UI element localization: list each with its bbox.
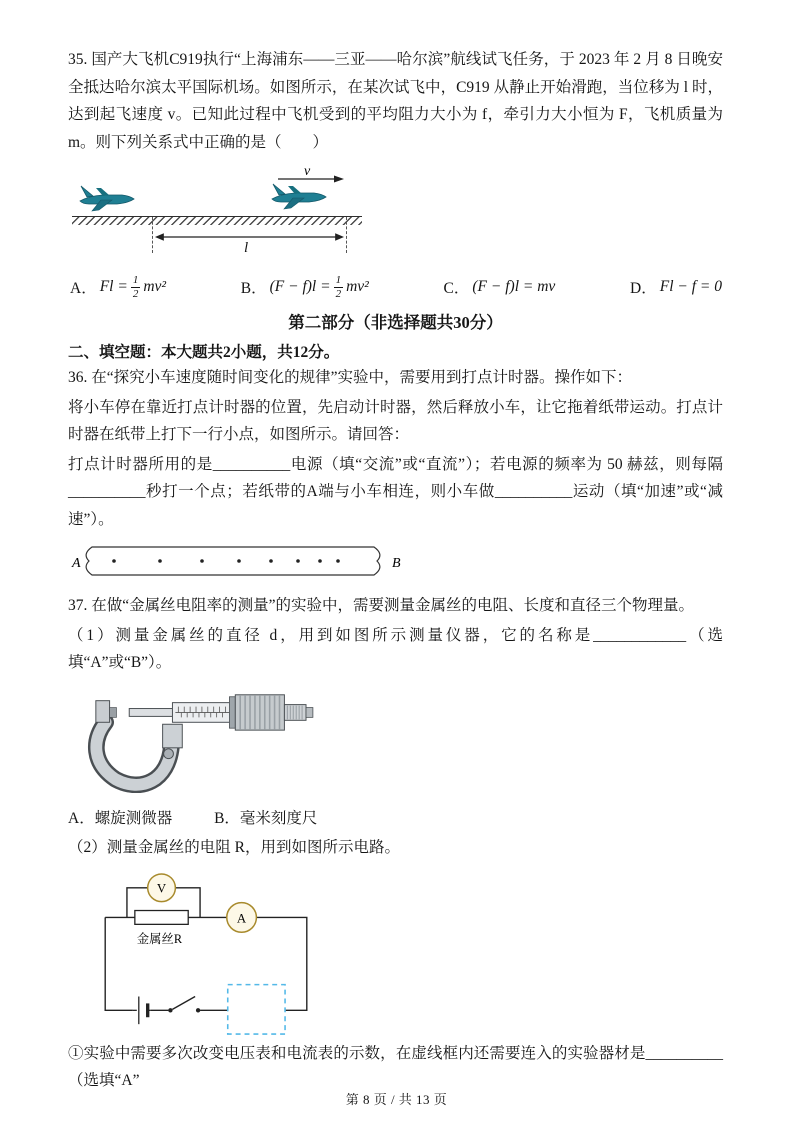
velocity-arrow <box>276 164 346 184</box>
q36-procedure: 将小车停在靠近打点计时器的位置，先启动计时器，然后释放小车，让它拖着纸带运动。打点计时器在纸带上打下一行小点，如图所示。请回答： <box>68 398 723 444</box>
option-a-formula <box>100 274 166 300</box>
tape-svg <box>68 541 413 583</box>
ratchet-cap <box>306 707 313 717</box>
dashed-placeholder-box <box>228 984 285 1033</box>
q35-option-c <box>444 276 556 298</box>
q36-questions: 打点计时器所用的是__________电源（填“交流”或“直流”）；若电源的频率为 50 赫兹，则每隔__________秒打一个点；若纸带的A端与小车相连，则小车做__________运动（填“加速”或“减速”）。 <box>68 455 723 528</box>
q35-option-a <box>70 274 166 300</box>
page-footer: 第 8 页 / 共 13 页 <box>345 1092 448 1107</box>
q37-part1: （1）测量金属丝的直径 d，用到如图所示测量仪器，它的名称是____________（选填“A”或“B”）。 <box>68 626 723 672</box>
velocity-label: v <box>304 164 311 179</box>
option-c-formula: (F − f)l = mv <box>472 278 556 296</box>
displacement-label: l <box>244 240 249 256</box>
micrometer-anvil <box>96 700 110 722</box>
fill-in-section-heading: 二、填空题：本大题共2小题，共12分。 <box>68 344 340 362</box>
displacement-arrow <box>153 230 346 244</box>
ammeter-label: A <box>236 911 247 926</box>
tape-label-b: B <box>392 556 401 572</box>
option-b-formula <box>270 274 369 300</box>
airplane-left-icon <box>76 184 138 212</box>
micrometer-boss <box>163 724 183 748</box>
wire-resistor <box>135 910 188 924</box>
q36-intro: 36. 在“探究小车速度随时间变化的规律”实验中，需要用到打点计时器。操作如下： <box>68 369 633 387</box>
tape-outline <box>86 547 380 575</box>
q37-intro: 37. 在做“金属丝电阻率的测量”的实验中，需要测量金属丝的电阻、长度和直径三个物理量。 <box>68 597 695 615</box>
runway-ground-hatch <box>72 216 362 225</box>
circuit-wires <box>105 888 307 1011</box>
thimble-bevel <box>229 697 235 728</box>
tape-dots <box>112 559 340 563</box>
micrometer-spindle <box>129 708 174 716</box>
q37-part2-sub1: ①实验中需要多次改变电压表和电流表的示数，在虚线框内还需要连入的实验器材是__________（选填“A” <box>68 1044 723 1090</box>
tape-label-a: A <box>72 556 81 572</box>
option-d-formula: Fl − f = 0 <box>659 278 722 296</box>
formula-pre: (F − f)l = <box>269 278 331 296</box>
voltmeter-label: V <box>156 881 167 896</box>
airplane-right-icon <box>268 182 330 210</box>
option-d-letter: D． <box>630 280 657 298</box>
q37-instrument-options <box>68 805 723 833</box>
instrument-option-a: A．螺旋测微器 <box>68 809 173 827</box>
micrometer-lock-lever <box>164 749 174 759</box>
q35-option-d <box>630 276 722 298</box>
formula-post: mv² <box>346 278 369 296</box>
switch-icon <box>168 996 200 1012</box>
formula-pre: Fl = <box>99 278 128 296</box>
option-b-letter: B． <box>240 280 267 298</box>
q37-part2: （2）测量金属丝的电阻 R，用到如图所示电路。 <box>68 839 400 857</box>
instrument-option-b: B．毫米刻度尺 <box>214 809 318 827</box>
tape-diagram <box>68 541 723 588</box>
micrometer-anvil-face <box>110 707 117 717</box>
option-c-letter: C． <box>443 280 470 298</box>
formula-post: mv² <box>143 278 167 296</box>
micrometer-diagram <box>72 683 322 793</box>
wire-resistor-label: 金属丝R <box>136 931 183 946</box>
circuit-diagram <box>76 870 336 1038</box>
q35-stem: 35. 国产大飞机C919执行“上海浦东——三亚——哈尔滨”航线试飞任务，于 2023 年 2 月 8 日晚安全抵达哈尔滨太平国际机场。如图所示，在某次试飞中，C919 从静止开始滑跑，当位移为 l 时，达到起飞速度 v。已知此过程中飞机受到的平均阻力大小为 f，牵引力大小恒为 F，飞机质量为 m。则下列关系式中正确的是（ ） <box>68 51 723 151</box>
fraction: $\frac{1}{2}$ <box>132 274 139 300</box>
q35-option-b <box>241 274 369 300</box>
q35-runway-diagram <box>70 164 390 264</box>
measure-dash-right <box>346 217 347 253</box>
part2-heading: 第二部分（非选择题共30分） <box>288 313 503 333</box>
option-a-letter: A． <box>70 280 97 298</box>
fraction: $\frac{1}{2}$ <box>335 274 342 300</box>
battery-icon <box>133 996 151 1024</box>
q35-options <box>70 274 722 300</box>
